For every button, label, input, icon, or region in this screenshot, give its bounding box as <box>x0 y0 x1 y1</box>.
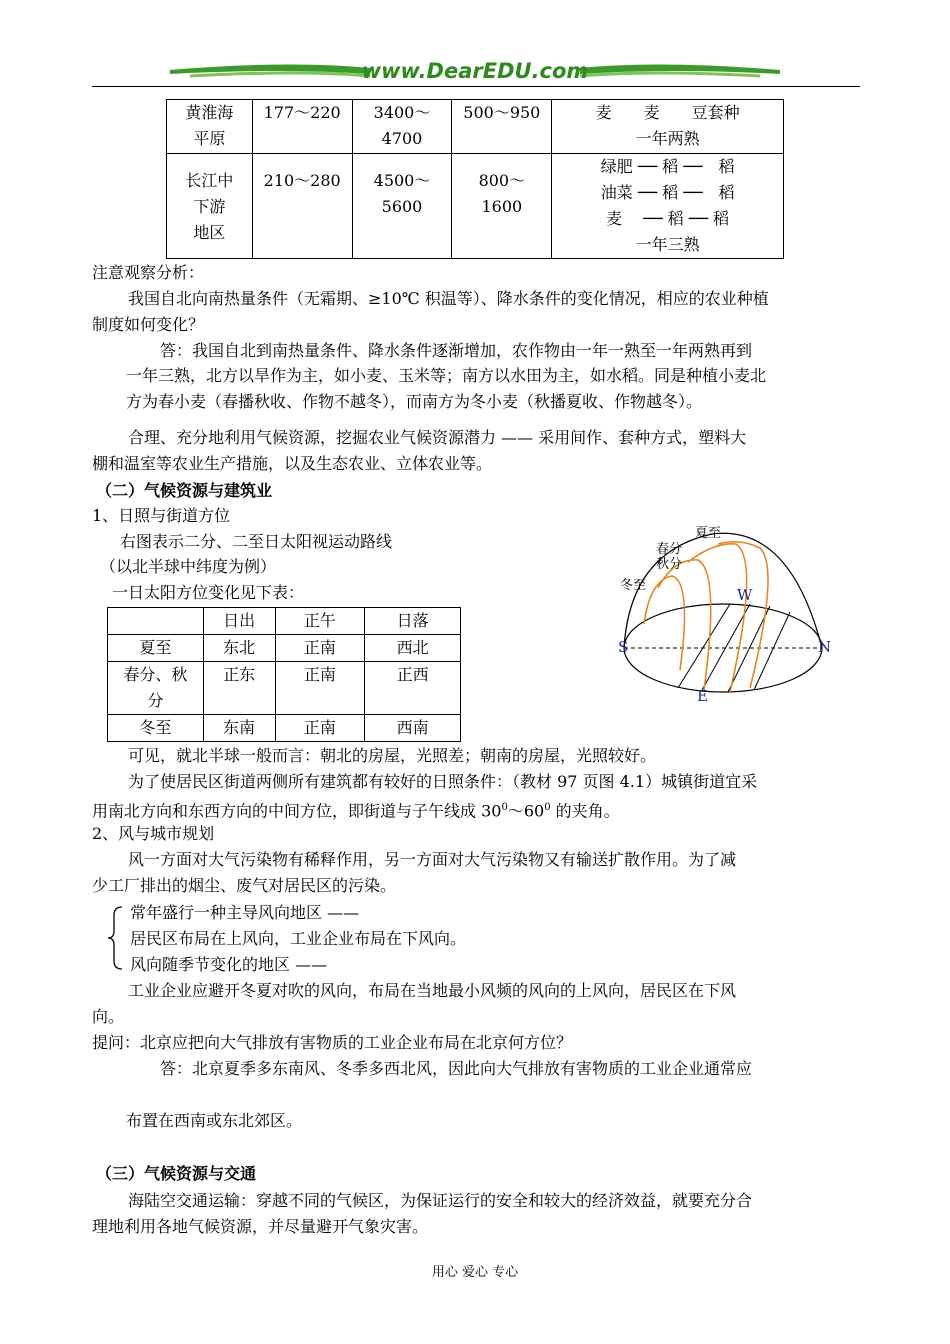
subsection-1-line-1: 右图表示二分、二至日太阳视运动路线 <box>120 532 393 551</box>
brace-line-2: 居民区布局在上风向，工业企业布局在下风向。 <box>130 929 467 948</box>
header-logo-text: www.DearEDU.com <box>361 59 589 83</box>
season-cell: 春分、秋 分 <box>108 662 204 715</box>
rain-cell: 800～ 1600 <box>452 154 552 259</box>
season-cell: 夏至 <box>108 635 204 662</box>
paragraph-1-line-1: 合理、充分地利用气候资源，挖掘农业气候资源潜力 —— 采用间作、套种方式，塑料大 <box>128 428 747 447</box>
accum-temp-cell: 3400～ 4700 <box>352 100 452 154</box>
subsection-2-title: 2、风与城市规划 <box>92 824 215 843</box>
answer-2-line-1: 答：北京夏季多东南风、冬季多西北风，因此向大气排放有害物质的工业企业通常应 <box>160 1059 753 1078</box>
region-cell: 长江中 下游 地区 <box>167 154 253 259</box>
sun-direction-table <box>107 607 461 742</box>
paragraph-6-line-1: 海陆空交通运输：穿越不同的气候区，为保证运行的安全和较大的经济效益，就要充分合 <box>128 1191 753 1210</box>
answer-1-line-2: 一年三熟，北方以旱作为主，如小麦、玉米等；南方以水田为主，如水稻。同是种植小麦北 <box>126 366 767 385</box>
subsection-1-title: 1、日照与街道方位 <box>92 506 231 525</box>
label-west: W <box>737 586 753 604</box>
table-row <box>167 154 784 259</box>
frost-free-cell: 210～280 <box>252 154 352 259</box>
sun-path-summer-outer <box>718 542 768 688</box>
label-south: S <box>618 638 629 656</box>
header-banner <box>170 58 780 84</box>
header-cell: 正午 <box>275 608 365 635</box>
sun-path-diagram <box>610 520 840 710</box>
paragraph-2: 可见，就北半球一般而言：朝北的房屋，光照差；朝南的房屋，光照较好。 <box>128 746 657 765</box>
system-cell: 绿肥 ── 稻 ── 稻 油菜 ── 稻 ── 稻 麦 ── 稻 ── 稻 一年三熟 <box>552 154 784 259</box>
accum-temp-cell: 4500～ 5600 <box>352 154 452 259</box>
header-cell <box>108 608 204 635</box>
paragraph-4-line-2: 少工厂排出的烟尘、废气对居民区的污染。 <box>92 876 397 895</box>
header-cell: 日出 <box>203 608 275 635</box>
table-row <box>108 715 461 742</box>
sunrise-cell: 东南 <box>203 715 275 742</box>
sun-path-summer <box>688 544 747 692</box>
header-rule <box>92 86 860 87</box>
noon-cell: 正南 <box>275 635 365 662</box>
answer-1-line-3: 方为春小麦（春播秋收、作物不越冬），而南方为冬小麦（秋播夏收、作物越冬）。 <box>126 392 703 411</box>
label-north: N <box>818 638 832 656</box>
brace-line-1: 常年盛行一种主导风向地区 —— <box>130 903 360 922</box>
label-winter-solstice: 冬至 <box>620 578 647 593</box>
section-2-title: （二）气候资源与建筑业 <box>96 481 273 500</box>
system-cell: 麦 麦 豆套种 一年两熟 <box>552 100 784 154</box>
subsection-1-line-2: （以北半球中纬度为例） <box>100 557 277 576</box>
paragraph-3-line-2: 用南北方向和东西方向的中间方位，即街道与子午线成 $30^0\sim 60^0$ 的夹角。 <box>92 801 620 821</box>
noon-cell: 正南 <box>275 715 365 742</box>
question-1-line-2: 制度如何变化？ <box>92 315 205 334</box>
table-row <box>108 662 461 715</box>
table-header-row <box>108 608 461 635</box>
answer-2-line-2: 布置在西南或东北郊区。 <box>126 1111 303 1130</box>
sunrise-cell: 正东 <box>203 662 275 715</box>
rain-cell: 500～950 <box>452 100 552 154</box>
sun-path-svg <box>610 520 840 710</box>
section-3-title: （三）气候资源与交通 <box>96 1164 257 1183</box>
noon-cell: 正南 <box>275 662 365 715</box>
season-cell: 冬至 <box>108 715 204 742</box>
crop-table <box>166 99 784 259</box>
paragraph-4-line-1: 风一方面对大气污染物有稀释作用，另一方面对大气污染物又有输送扩散作用。为了减 <box>128 850 737 869</box>
question-2: 提问：北京应把向大气排放有害物质的工业企业布局在北京何方位？ <box>92 1033 573 1052</box>
label-spring-equinox: 春分 <box>656 542 683 557</box>
observe-label: 注意观察分析： <box>92 263 205 282</box>
paragraph-1-line-2: 棚和温室等农业生产措施，以及生态农业、立体农业等。 <box>92 454 493 473</box>
paragraph-6-line-2: 理地利用各地气候资源，并尽量避开气象灾害。 <box>92 1217 429 1236</box>
sunrise-cell: 东北 <box>203 635 275 662</box>
sun-path-winter <box>644 576 685 670</box>
region-cell: 黄淮海 平原 <box>167 100 253 154</box>
frost-free-cell: 177～220 <box>252 100 352 154</box>
subsection-1-line-3: 一日太阳方位变化见下表： <box>112 583 305 602</box>
sunset-cell: 正西 <box>365 662 461 715</box>
question-1-line-1: 我国自北向南热量条件（无霜期、≥10℃ 积温等）、降水条件的变化情况，相应的农业种植 <box>128 289 769 308</box>
paragraph-5-line-2: 向。 <box>92 1007 125 1026</box>
paragraph-5-line-1: 工业企业应避开冬夏对吹的风向，布局在当地最小风频的风向的上风向，居民区在下风 <box>128 981 737 1000</box>
sunset-cell: 西北 <box>365 635 461 662</box>
brace-line-3: 风向随季节变化的地区 —— <box>130 955 328 974</box>
answer-1-line-1: 答：我国自北到南热量条件、降水条件逐渐增加，农作物由一年一熟至一年两熟再到 <box>160 341 753 360</box>
brace-icon <box>106 905 128 971</box>
header-cell: 日落 <box>365 608 461 635</box>
paragraph-3-line-1: 为了使居民区街道两侧所有建筑都有较好的日照条件：（教材 97 页图 4.1）城镇街道宜采 <box>128 772 758 791</box>
label-summer-solstice: 夏至 <box>695 526 722 541</box>
label-east: E <box>697 687 708 705</box>
label-autumn-equinox: 秋分 <box>656 557 683 572</box>
page-footer: 用心 爱心 专心 <box>431 1265 519 1280</box>
sunset-cell: 西南 <box>365 715 461 742</box>
table-row <box>167 100 784 154</box>
table-row <box>108 635 461 662</box>
